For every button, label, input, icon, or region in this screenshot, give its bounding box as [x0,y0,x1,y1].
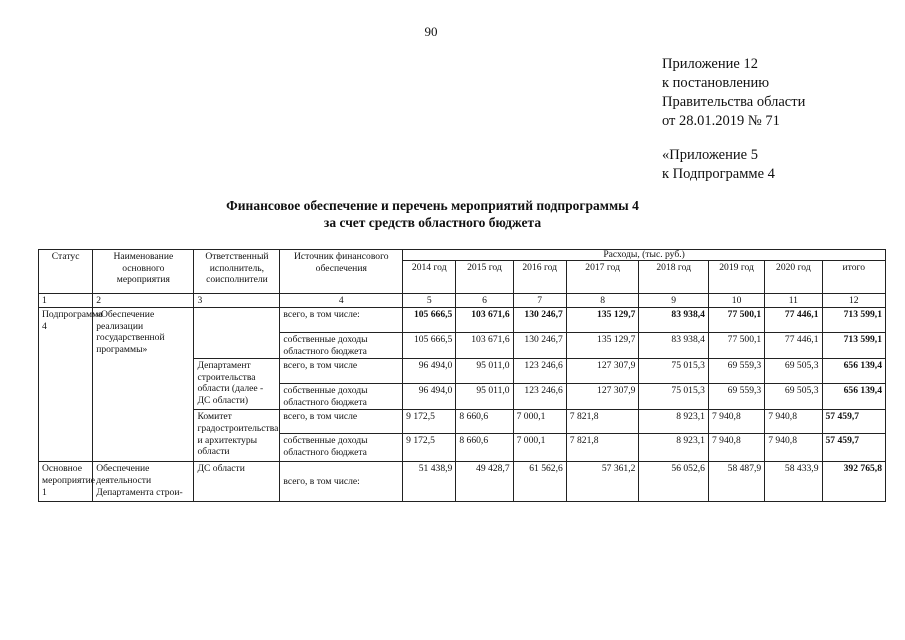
value-cell: 7 000,1 [513,434,566,462]
appendix5-line: «Приложение 5 [662,147,758,163]
index-cell: 1 [39,294,93,308]
status-cell: Основное мероприятие 1 [39,462,93,502]
table-row [39,308,886,333]
value-cell: 69 505,3 [765,359,822,384]
value-cell: 83 938,4 [639,308,709,333]
source-cell: собственные доходы областного бюджета [280,333,403,359]
value-cell: 8 660,6 [456,434,513,462]
value-cell: 656 139,4 [822,359,886,384]
value-cell: 713 599,1 [822,333,886,359]
responsible-cell: Департамент строительства области (далее - ДС области) [194,359,280,410]
header-year: 2014 год [403,261,456,294]
index-cell: 12 [822,294,886,308]
header-year: 2019 год [708,261,764,294]
value-cell: 123 246,6 [513,384,566,410]
value-cell: 105 666,5 [403,308,456,333]
source-cell: всего, в том числе: [280,308,403,333]
header-status: Статус [39,250,93,294]
value-cell: 77 446,1 [765,333,822,359]
index-cell: 4 [280,294,403,308]
value-cell: 77 500,1 [708,308,764,333]
header-year: 2018 год [639,261,709,294]
value-cell: 75 015,3 [639,384,709,410]
value-cell: 656 139,4 [822,384,886,410]
title-line: Финансовое обеспечение и перечень мероприятий подпрограммы 4 [226,198,639,213]
value-cell: 123 246,6 [513,359,566,384]
value-cell: 96 494,0 [403,359,456,384]
header-year: 2020 год [765,261,822,294]
value-cell: 7 940,8 [708,410,764,434]
value-cell: 96 494,0 [403,384,456,410]
value-cell: 69 559,3 [708,384,764,410]
value-cell: 103 671,6 [456,333,513,359]
value-cell: 8 923,1 [639,434,709,462]
value-cell: 77 500,1 [708,333,764,359]
appendix5-line: к Подпрограмме 4 [662,166,775,182]
value-cell: 9 172,5 [403,434,456,462]
index-cell: 5 [403,294,456,308]
value-cell: 7 821,8 [566,434,639,462]
value-cell: 49 428,7 [456,462,513,502]
appendix-line: от 28.01.2019 № 71 [662,113,780,129]
value-cell: 51 438,9 [403,462,456,502]
page-number: 90 [424,24,438,39]
value-cell: 8 660,6 [456,410,513,434]
value-cell: 57 459,7 [822,410,886,434]
name-cell: «Обеспечение реализации государственной программы» [93,308,194,462]
value-cell: 127 307,9 [566,384,639,410]
appendix-block [662,55,805,131]
source-cell: собственные доходы областного бюджета [280,434,403,462]
source-cell: всего, в том числе: [280,462,403,502]
index-cell: 7 [513,294,566,308]
header-year: 2015 год [456,261,513,294]
value-cell: 57 361,2 [566,462,639,502]
value-cell: 135 129,7 [566,308,639,333]
index-cell: 9 [639,294,709,308]
document-title [180,197,685,231]
value-cell: 713 599,1 [822,308,886,333]
header-source: Источник финансового обеспечения [280,250,403,294]
table-row [39,462,886,502]
value-cell: 7 940,8 [765,434,822,462]
index-cell: 11 [765,294,822,308]
appendix-5-block [662,146,775,184]
value-cell: 58 487,9 [708,462,764,502]
value-cell: 75 015,3 [639,359,709,384]
value-cell: 7 940,8 [708,434,764,462]
header-name: Наименование основного мероприятия [93,250,194,294]
value-cell: 7 821,8 [566,410,639,434]
header-year: 2017 год [566,261,639,294]
status-cell: Подпрограмма 4 [39,308,93,462]
header-row [39,250,886,261]
value-cell: 8 923,1 [639,410,709,434]
value-cell: 127 307,9 [566,359,639,384]
header-total: итого [822,261,886,294]
source-cell: всего, в том числе [280,359,403,384]
column-index-row [39,294,886,308]
value-cell: 135 129,7 [566,333,639,359]
value-cell: 61 562,6 [513,462,566,502]
responsible-cell [194,308,280,359]
responsible-cell: ДС области [194,462,280,502]
index-cell: 6 [456,294,513,308]
value-cell: 57 459,7 [822,434,886,462]
value-cell: 105 666,5 [403,333,456,359]
value-cell: 58 433,9 [765,462,822,502]
index-cell: 10 [708,294,764,308]
value-cell: 392 765,8 [822,462,886,502]
index-cell: 2 [93,294,194,308]
finance-table [38,249,886,502]
appendix-line: к постановлению [662,75,770,91]
value-cell: 83 938,4 [639,333,709,359]
responsible-cell: Комитет градостроительства и архитектуры области [194,410,280,462]
source-cell: всего, в том числе [280,410,403,434]
value-cell: 69 505,3 [765,384,822,410]
value-cell: 7 000,1 [513,410,566,434]
value-cell: 130 246,7 [513,308,566,333]
value-cell: 69 559,3 [708,359,764,384]
value-cell: 95 011,0 [456,359,513,384]
value-cell: 130 246,7 [513,333,566,359]
header-responsible: Ответственный исполнитель, соисполнители [194,250,280,294]
value-cell: 103 671,6 [456,308,513,333]
value-cell: 95 011,0 [456,384,513,410]
value-cell: 56 052,6 [639,462,709,502]
appendix-line: Приложение 12 [662,56,758,72]
header-year: 2016 год [513,261,566,294]
value-cell: 7 940,8 [765,410,822,434]
value-cell: 77 446,1 [765,308,822,333]
value-cell: 9 172,5 [403,410,456,434]
index-cell: 8 [566,294,639,308]
source-cell: собственные доходы областного бюджета [280,384,403,410]
name-cell: Обеспечение деятельности Департамента строи- [93,462,194,502]
header-expenses: Расходы, (тыс. руб.) [403,250,886,261]
index-cell: 3 [194,294,280,308]
appendix-line: Правительства области [662,94,806,110]
title-line: за счет средств областного бюджета [323,215,542,230]
